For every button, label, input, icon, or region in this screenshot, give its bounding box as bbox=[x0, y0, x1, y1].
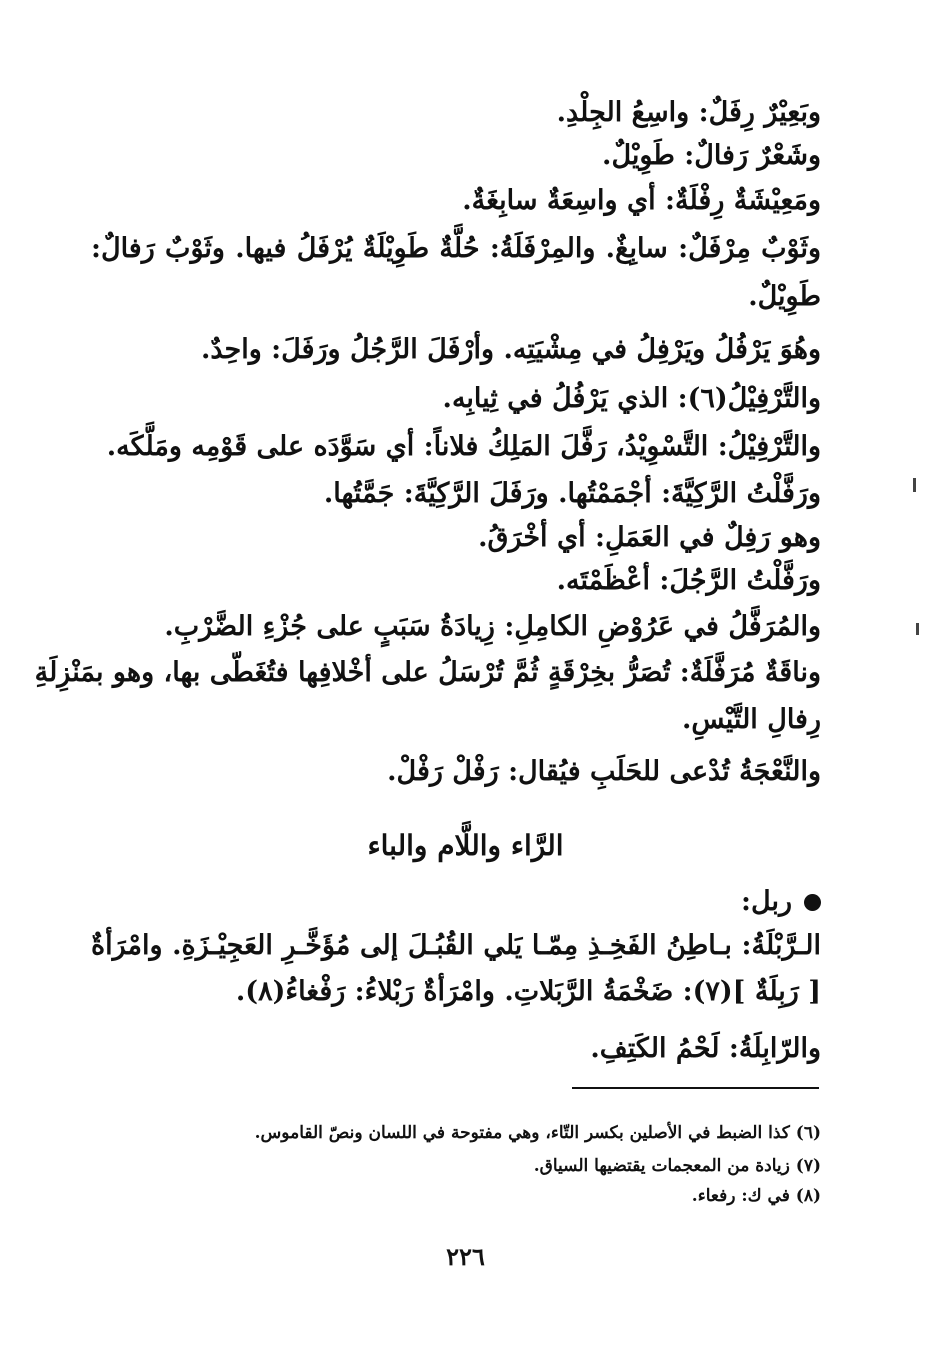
text-line: ورَفَّلْتُ الرَّجُلَ: أعْظَمْتَه. bbox=[556, 565, 821, 596]
text-line: وشَعْرٌ رَفالٌ: طَوِيْلٌ. bbox=[602, 140, 821, 171]
bullet-icon bbox=[804, 894, 821, 911]
footnote: (٧) زيادة من المعجمات يقتضيها السياق. bbox=[533, 1156, 821, 1176]
entry-line: الـرَّبْلَةُ: بـاطِنُ الفَخِـذِ مِمّـا يَلي القُبُـلَ إلى مُؤَخَّـرِ العَجِيْـزَةِ. وامْرَأةٌ bbox=[91, 930, 821, 961]
text-line: والتَّرْفِيْلُ: التَّسْوِيْدُ، رَفَّلَ المَلِكُ فلاناً: أي سَوَّدَه على قَوْمِه ومَلَّكَه. bbox=[106, 431, 821, 462]
footnote-divider bbox=[572, 1087, 819, 1089]
section-heading: الرَّاء واللَّام والباء bbox=[367, 829, 564, 862]
text-line: طَوِيْلٌ. bbox=[748, 281, 821, 312]
text-line: والمُرَفَّلُ في عَرُوْضِ الكامِلِ: زِيادَةُ سَبَبٍ على جُزْءِ الضَّرْبِ. bbox=[164, 611, 821, 642]
page-number: ٢٢٦ bbox=[446, 1242, 485, 1271]
entry-head-row bbox=[91, 882, 821, 923]
text-line: وبَعِيْرٌ رِفَلٌ: واسِعُ الجِلْدِ. bbox=[556, 97, 821, 128]
text-line: وثَوْبٌ مِرْفَلٌ: سابِغٌ. والمِرْفَلَةُ: حُلَّةٌ طَوِيْلَةٌ يُرْفَلُ فيها. وثَوْبٌ رَفالٌ: bbox=[91, 233, 821, 264]
text-line: والنَّعْجَةُ تُدْعى للحَلَبِ فيُقال: رَفْلْ رَفْلْ. bbox=[387, 756, 821, 787]
text-line: والتَّرْفِيْلُ(٦): الذي يَرْفُلُ في ثِيابِه. bbox=[442, 383, 821, 414]
text-line: رِفالِ التَّيْسِ. bbox=[681, 704, 821, 735]
entry-line: والرّابِلَةُ: لَحْمُ الكَتِفِ. bbox=[590, 1033, 821, 1064]
text-line: وهُوَ يَرْفُلُ ويَرْفِلُ في مِشْيَتِه. وأرْفَلَ الرَّجُلُ ورَفَلَ: واحِدٌ. bbox=[200, 334, 821, 365]
entry-head-label: ربل: bbox=[741, 886, 792, 917]
text-line: وهو رَفِلٌ في العَمَلِ: أي أخْرَقُ. bbox=[478, 522, 821, 553]
scan-edge-mark bbox=[913, 478, 916, 492]
entry-head bbox=[741, 882, 821, 922]
footnote: (٦) كذا الضبط في الأصلين بكسر التّاء، وهي مفتوحة في اللسان ونصّ القاموس. bbox=[254, 1123, 821, 1143]
text-line: ومَعِيْشَةٌ رِفْلَةٌ: أي واسِعَةٌ سابِغَةٌ. bbox=[462, 185, 821, 216]
footnote: (٨) في ك: رفعاء. bbox=[691, 1186, 821, 1206]
text-line: ورَفَّلْتُ الرَّكِيَّةَ: أجْمَمْتُها. ورَفَلَ الرَّكِيَّةَ: جَمَّتُها. bbox=[323, 478, 821, 509]
scan-edge-mark bbox=[916, 623, 919, 635]
text-line: وناقَةٌ مُرَفَّلَةٌ: تُصَرُّ بخِرْقَةٍ ثُمَّ تُرْسَلُ على أخْلافِها فتُغَطّى بها، وهو بمَنْزِلَةِ bbox=[34, 657, 821, 688]
entry-line: [ رَبِلَةٌ ](٧): ضَخْمَةُ الرَّبَلاتِ. وامْرَأةٌ رَبْلاءُ: رَفْغاءُ(٨). bbox=[235, 976, 821, 1007]
